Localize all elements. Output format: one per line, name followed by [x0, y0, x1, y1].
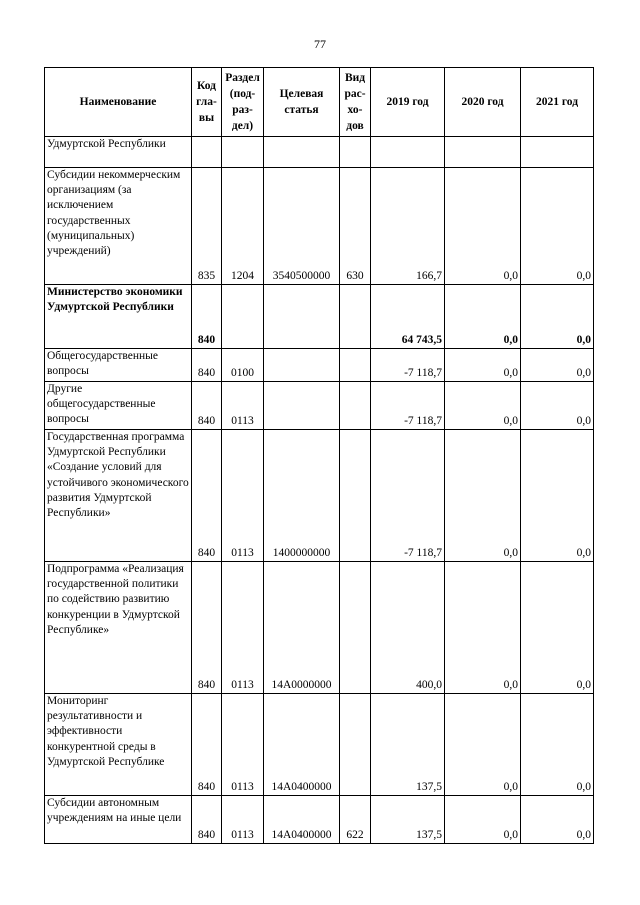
row-target	[264, 137, 340, 168]
row-target	[264, 285, 340, 349]
header-name: Наименование	[45, 68, 192, 137]
row-name: Удмуртской Республики	[45, 137, 192, 168]
row-target: 3540500000	[264, 168, 340, 285]
row-2020: 0,0	[445, 168, 521, 285]
table-row	[45, 168, 594, 285]
row-section: 0113	[222, 382, 264, 430]
table-row	[45, 796, 594, 844]
row-section	[222, 137, 264, 168]
table-row	[45, 349, 594, 382]
row-2021: 0,0	[521, 430, 594, 562]
row-2019	[371, 137, 445, 168]
row-code: 835	[192, 168, 222, 285]
header-2019: 2019 год	[371, 68, 445, 137]
row-type: 622	[340, 796, 371, 844]
row-type	[340, 694, 371, 796]
row-2020: 0,0	[445, 430, 521, 562]
row-target	[264, 382, 340, 430]
row-name: Общегосударственные вопросы	[45, 349, 192, 382]
row-type	[340, 382, 371, 430]
row-section: 0113	[222, 430, 264, 562]
row-name: Министерство экономики Удмуртской Республики	[45, 285, 192, 349]
row-section: 1204	[222, 168, 264, 285]
row-2019: -7 118,7	[371, 349, 445, 382]
row-target: 1400000000	[264, 430, 340, 562]
row-type	[340, 430, 371, 562]
table-row	[45, 430, 594, 562]
row-2019: 166,7	[371, 168, 445, 285]
row-name: Государственная программа Удмуртской Республики «Создание условий для устойчивого экономического развития Удмуртской Республики»	[45, 430, 192, 562]
row-name: Другие общегосударственные вопросы	[45, 382, 192, 430]
row-2020: 0,0	[445, 285, 521, 349]
table-row	[45, 382, 594, 430]
row-2021: 0,0	[521, 168, 594, 285]
row-2021: 0,0	[521, 349, 594, 382]
row-2021: 0,0	[521, 285, 594, 349]
row-section: 0113	[222, 796, 264, 844]
row-target: 14А0400000	[264, 796, 340, 844]
row-code: 840	[192, 285, 222, 349]
row-2019: -7 118,7	[371, 430, 445, 562]
row-code: 840	[192, 430, 222, 562]
row-2020: 0,0	[445, 349, 521, 382]
table-row	[45, 285, 594, 349]
row-2021: 0,0	[521, 796, 594, 844]
row-2019: 137,5	[371, 694, 445, 796]
row-type	[340, 137, 371, 168]
header-row	[45, 68, 594, 137]
row-type: 630	[340, 168, 371, 285]
row-name: Мониторинг результативности и эффективности конкурентной среды в Удмуртской Республике	[45, 694, 192, 796]
row-name: Подпрограмма «Реализация государственной политики по содействию развитию конкуренции в Удмуртской Республике»	[45, 562, 192, 694]
budget-table	[44, 67, 594, 844]
header-2021: 2021 год	[521, 68, 594, 137]
row-code: 840	[192, 349, 222, 382]
row-target: 14А0400000	[264, 694, 340, 796]
header-expense-type: Вид рас- хо- дов	[340, 68, 371, 137]
row-section	[222, 285, 264, 349]
row-2020	[445, 137, 521, 168]
row-2019: 137,5	[371, 796, 445, 844]
row-name: Субсидии автономным учреждениям на иные цели	[45, 796, 192, 844]
row-2021: 0,0	[521, 694, 594, 796]
row-section: 0113	[222, 562, 264, 694]
row-code	[192, 137, 222, 168]
header-2020: 2020 год	[445, 68, 521, 137]
table-row	[45, 694, 594, 796]
row-section: 0113	[222, 694, 264, 796]
table-row	[45, 137, 594, 168]
row-2019: 64 743,5	[371, 285, 445, 349]
row-2020: 0,0	[445, 796, 521, 844]
row-target: 14А0000000	[264, 562, 340, 694]
row-2020: 0,0	[445, 694, 521, 796]
row-2020: 0,0	[445, 382, 521, 430]
row-code: 840	[192, 796, 222, 844]
table-row	[45, 562, 594, 694]
page-number: 77	[314, 37, 326, 51]
row-2019: 400,0	[371, 562, 445, 694]
row-2021: 0,0	[521, 562, 594, 694]
row-name: Субсидии некоммерческим организациям (за исключением государственных (муниципальных) учреждений)	[45, 168, 192, 285]
header-target: Целевая статья	[264, 68, 340, 137]
row-type	[340, 349, 371, 382]
header-code: Код гла- вы	[192, 68, 222, 137]
row-code: 840	[192, 562, 222, 694]
row-type	[340, 562, 371, 694]
header-section: Раздел (под- раз- дел)	[222, 68, 264, 137]
row-type	[340, 285, 371, 349]
row-2019: -7 118,7	[371, 382, 445, 430]
row-code: 840	[192, 694, 222, 796]
row-section: 0100	[222, 349, 264, 382]
row-code: 840	[192, 382, 222, 430]
row-2021: 0,0	[521, 382, 594, 430]
row-2020: 0,0	[445, 562, 521, 694]
row-2021	[521, 137, 594, 168]
row-target	[264, 349, 340, 382]
